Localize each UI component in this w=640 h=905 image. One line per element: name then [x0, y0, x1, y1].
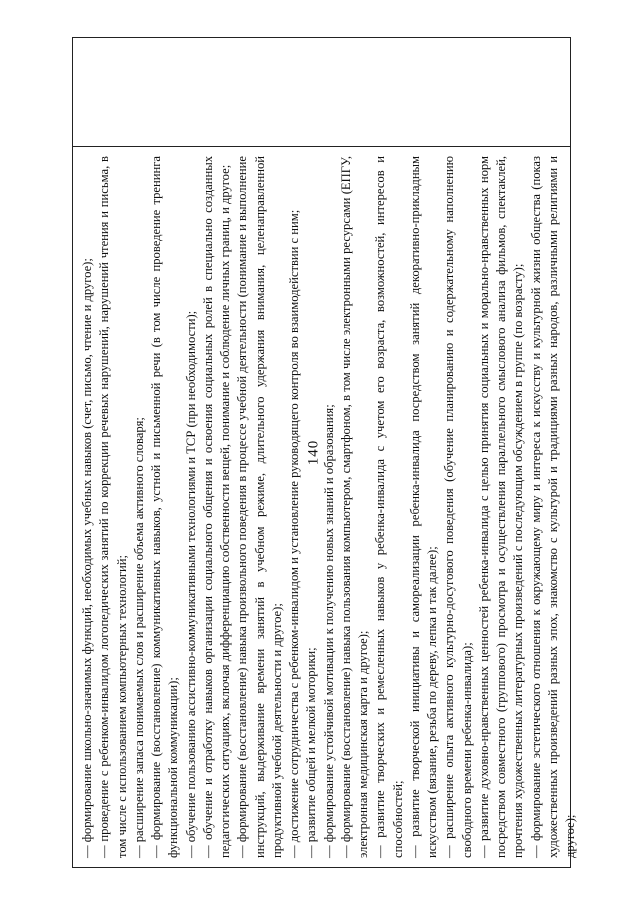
list-item: — формирование школьно-значимых функций, необходимых учебных навыков (счет, письмо, чтение и другое); — [80, 258, 94, 858]
column-divider — [73, 146, 570, 147]
list-item: — достижение сотрудничества с ребенком-инвалидом и установление руководящего контроля во взаимодействии с ним; — [287, 209, 301, 858]
list-item: — развитие творческих и ремесленных навыков у ребенка-инвалида с учетом его возраста, возможностей, интересов и способностей; — [373, 156, 405, 858]
list-item: — развитие общей и мелкой моторики; — [304, 647, 319, 858]
content-cell — [75, 150, 577, 866]
list-item: — формирование устойчивой мотивации к получению новых знаний и образования; — [321, 404, 336, 858]
list-item: — расширение опыта активного культурно-досугового поведения (обучение планированию и содержательному наполнению свободного времени ребенка-инвалида); — [442, 156, 474, 858]
list-item: — развитие творческой инициативы и самореализации ребенка-инвалида посредством занятий декоративно-прикладным искусством (вязание, резьба по дереву, лепка и так далее); — [407, 156, 439, 858]
page-number-text: 140 — [305, 439, 322, 465]
list-item: — обучение пользованию ассистивно-коммуникативными технологиями и ТСР (при необходимости); — [183, 310, 198, 858]
list-item: — формирование эстетического отношения к окружающему миру и интереса к искусству и культурной жизни общества (показ художественных произведений разных эпох, знакомство с культурой и традициями разных народов, различными религиями и другое); — [528, 156, 577, 858]
list-item: — проведение с ребенком-инвалидом логопедических занятий по коррекции речевых нарушений, нарушений чтения и письма, в том числе с использованием компьютерных технологий; — [97, 156, 129, 858]
list-item: — обучение и отработку навыков организации социального общения и освоения социальных ролей в специально созданных педагогических ситуациях, включая дифференциацию собственности вещей, понимание и соблюдение личных границ, и другое; — [200, 156, 232, 858]
list-item: — расширение запаса понимаемых слов и расширение объема активного словаря; — [131, 417, 146, 858]
rotated-text-block — [75, 150, 577, 866]
list-item: — формирование (восстановление) навыка пользования компьютером, смартфоном, в том числе электронными ресурсами (ЕПГУ, электронная медицинская карта и другое); — [338, 156, 370, 858]
list-item: — формирование (восстановление) навыка произвольного поведения в процессе учебной деятельности (понимание и выполнение инструкций, выдерживание времени занятий в учебном режиме, длительного удержания внимания, целенаправленной продуктивной учебной деятельности и другое); — [235, 156, 284, 858]
table-frame — [72, 37, 577, 868]
list-item: — формирование (восстановление) коммуникативных навыков, устной и письменной речи (в том числе проведение тренинга функциональной коммуникации); — [149, 156, 181, 858]
list-item: — развитие духовно-нравственных ценностей ребенка-инвалида с целью принятия социальных и морально-нравственных норм посредством совместного (группового) просмотра и осуществления параллельного смыслового анализа фильмов, спектаклей, прочтения художественных литературных произведений с последующим обсуждением в группе (по возрасту); — [476, 156, 526, 858]
